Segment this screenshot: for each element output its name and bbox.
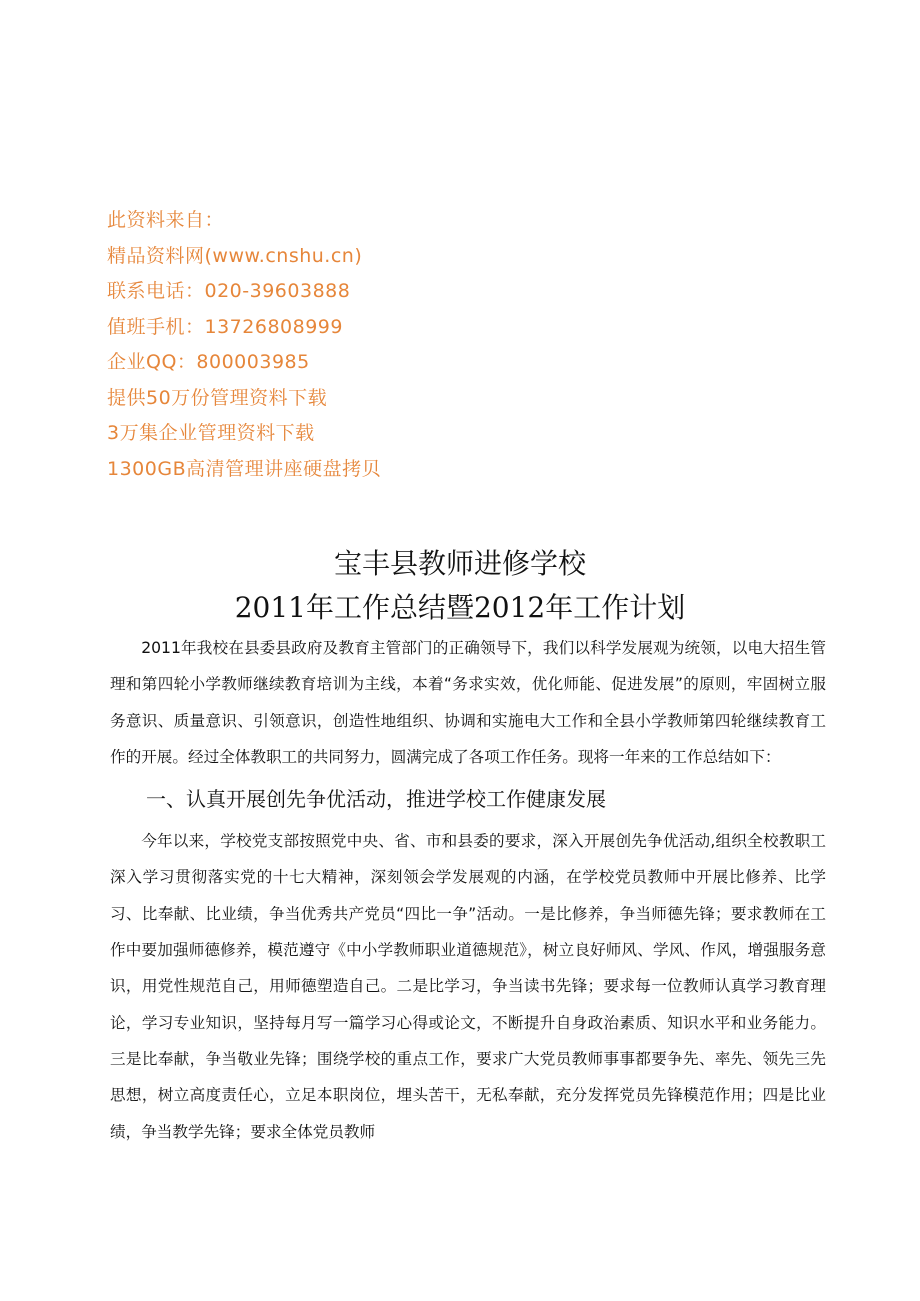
document-title-school: 宝丰县教师进修学校 [333, 547, 586, 580]
section-paragraph: 今年以来，学校党支部按照党中央、省、市和县委的要求，深入开展创先争优活动,组织全校教职工深入学习贯彻落实党的十七大精神，深刻领会学发展观的内涵，在学校党员教师中开展比修养、比学习、比奉献、比业绩，争当优秀共产党员“四比一争”活动。一是比修养，争当师德先锋；要求教师在工作中要加强师德修养，模范遵守《中小学教师职业道德规范》，树立良好师风、学风、作风，增强服务意识，用党性规范自己，用师德塑造自己。二是比学习，争当读书先锋；要求每一位教师认真学习教育理论，学习专业知识，坚持每月写一篇学习心得或论文，不断提升自身政治素质、知识水平和业务能力。三是比奉献，争当敬业先锋；围绕学校的重点工作，要求广大党员教师事事都要争先、率先、领先三先思想，树立高度责任心，立足本职岗位，埋头苦干，无私奉献，充分发挥党员先锋模范作用；四是比业绩，争当教学先锋；要求全体党员教师 [110, 832, 826, 1141]
phone-line: 联系电话：020-39603888 [107, 280, 351, 302]
document-body [110, 630, 826, 1150]
qq-line: 企业QQ：800003985 [107, 351, 310, 373]
mobile-line: 值班手机：13726808999 [107, 315, 343, 338]
section-heading: 一、认真开展创先争优活动，推进学校工作健康发展 [146, 787, 606, 812]
source-info-block [107, 203, 607, 487]
offer-line-1: 提供50万份管理资料下载 [107, 386, 328, 409]
document-title-subject: 2011年工作总结暨2012年工作计划 [234, 591, 686, 624]
offer-line-3: 1300GB高清管理讲座硬盘拷贝 [107, 457, 382, 480]
offer-line-2: 3万集企业管理资料下载 [107, 422, 315, 444]
intro-paragraph: 2011年我校在县委县政府及教育主管部门的正确领导下，我们以科学发展观为统领，以电大招生管理和第四轮小学教师继续教育培训为主线，本着“务求实效，优化师能、促进发展”的原则，牢固树立服务意识、质量意识、引领意识，创造性地组织、协调和实施电大工作和全县小学教师第四轮继续教育工作的开展。经过全体教职工的共同努力，圆满完成了各项工作任务。现将一年来的工作总结如下： [110, 639, 826, 766]
website-line: 精品资料网(www.cnshu.cn) [107, 244, 363, 267]
source-line: 此资料来自： [107, 209, 225, 231]
